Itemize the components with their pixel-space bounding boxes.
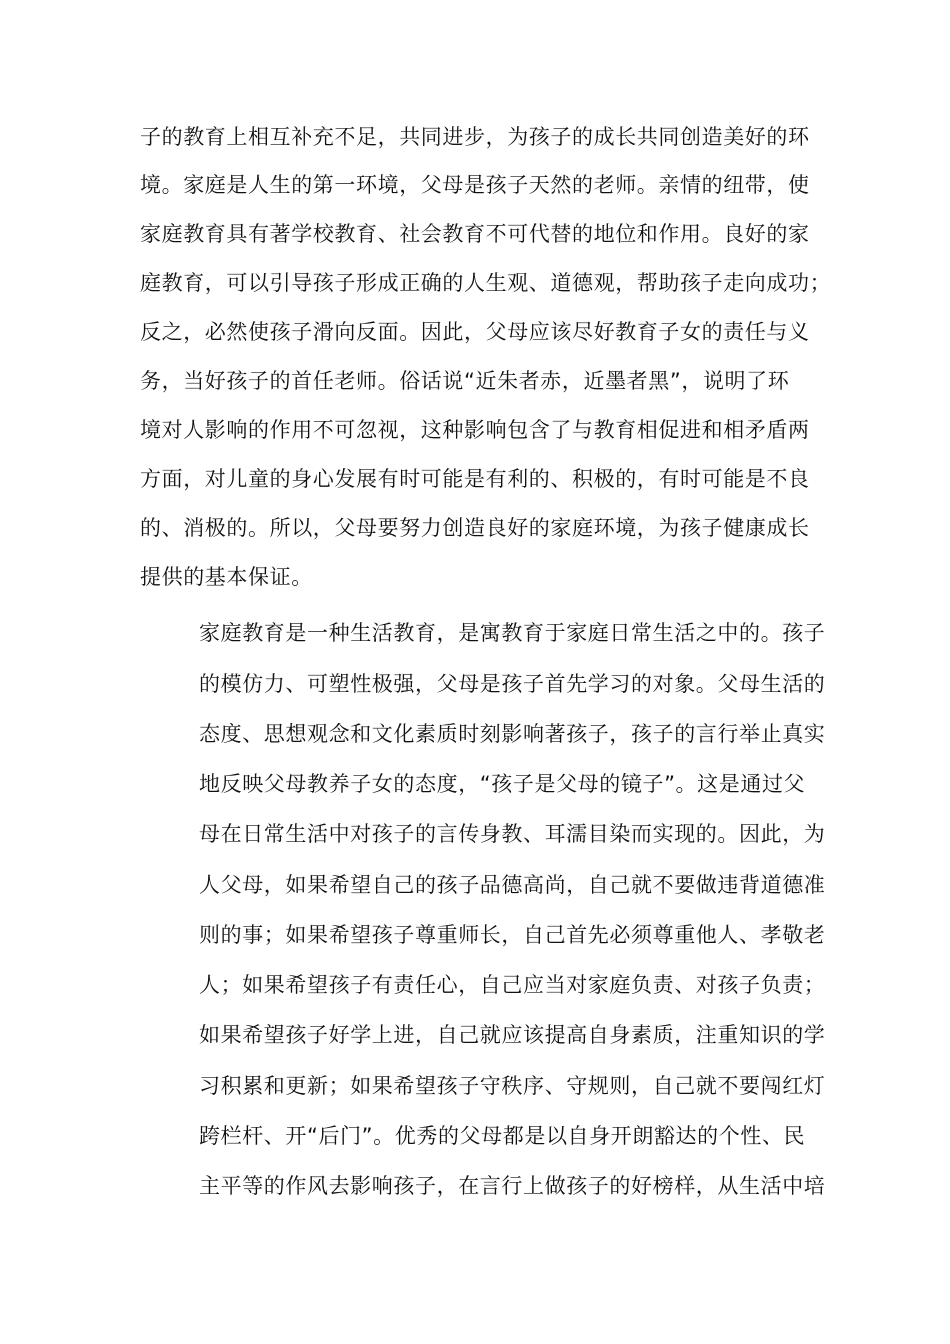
text-line: 子的教育上相互补充不足，共同进步，为孩子的成长共同创造美好的环 [140,125,810,149]
text-line: 主平等的作风去影响孩子，在言行上做孩子的好榜样，从生活中培 [199,1174,826,1198]
text-line: 反之，必然使孩子滑向反面。因此，父母应该尽好教育子女的责任与义 [140,320,810,344]
text-line: 方面，对儿童的身心发展有时可能是有利的、积极的，有时可能是不良 [140,467,810,491]
text-line: 的、消极的。所以，父母要努力创造良好的家庭环境，为孩子健康成长 [140,516,810,540]
text-line: 则的事；如果希望孩子尊重师长，自己首先必须尊重他人、孝敬老 [199,923,826,947]
text-line: 母在日常生活中对孩子的言传身教、耳濡目染而实现的。因此，为 [199,822,826,846]
text-line: 人；如果希望孩子有责任心，自己应当对家庭负责、对孩子负责； [199,973,826,997]
text-line: 地反映父母教养子女的态度，“孩子是父母的镜子”。这是通过父 [199,772,806,796]
text-line: 家庭教育是一种生活教育，是寓教育于家庭日常生活之中的。孩子 [199,621,826,645]
text-line: 境对人影响的作用不可忽视，这种影响包含了与教育相促进和相矛盾两 [140,418,810,442]
text-line: 习积累和更新；如果希望孩子守秩序、守规则，自己就不要闯红灯 [199,1074,826,1098]
text-line: 如果希望孩子好学上进，自己就应该提高自身素质，注重知识的学 [199,1023,826,1047]
text-line: 的模仿力、可塑性极强，父母是孩子首先学习的对象。父母生活的 [199,672,826,696]
text-line: 提供的基本保证。 [140,565,313,589]
text-line: 态度、思想观念和文化素质时刻影响著孩子，孩子的言行举止真实 [199,722,826,746]
text-line: 境。家庭是人生的第一环境，父母是孩子天然的老师。亲情的纽带，使 [140,173,810,197]
text-line: 家庭教育具有著学校教育、社会教育不可代替的地位和作用。良好的家 [140,222,810,246]
text-line: 跨栏杆、开“后门”。优秀的父母都是以自身开朗豁达的个性、民 [199,1124,806,1148]
text-line: 庭教育，可以引导孩子形成正确的人生观、道德观，帮助孩子走向成功； [140,271,832,295]
text-line: 人父母，如果希望自己的孩子品德高尚，自己就不要做违背道德准 [199,873,826,897]
text-line: 务，当好孩子的首任老师。俗话说“近朱者赤，近墨者黑”，说明了环 [140,369,790,393]
